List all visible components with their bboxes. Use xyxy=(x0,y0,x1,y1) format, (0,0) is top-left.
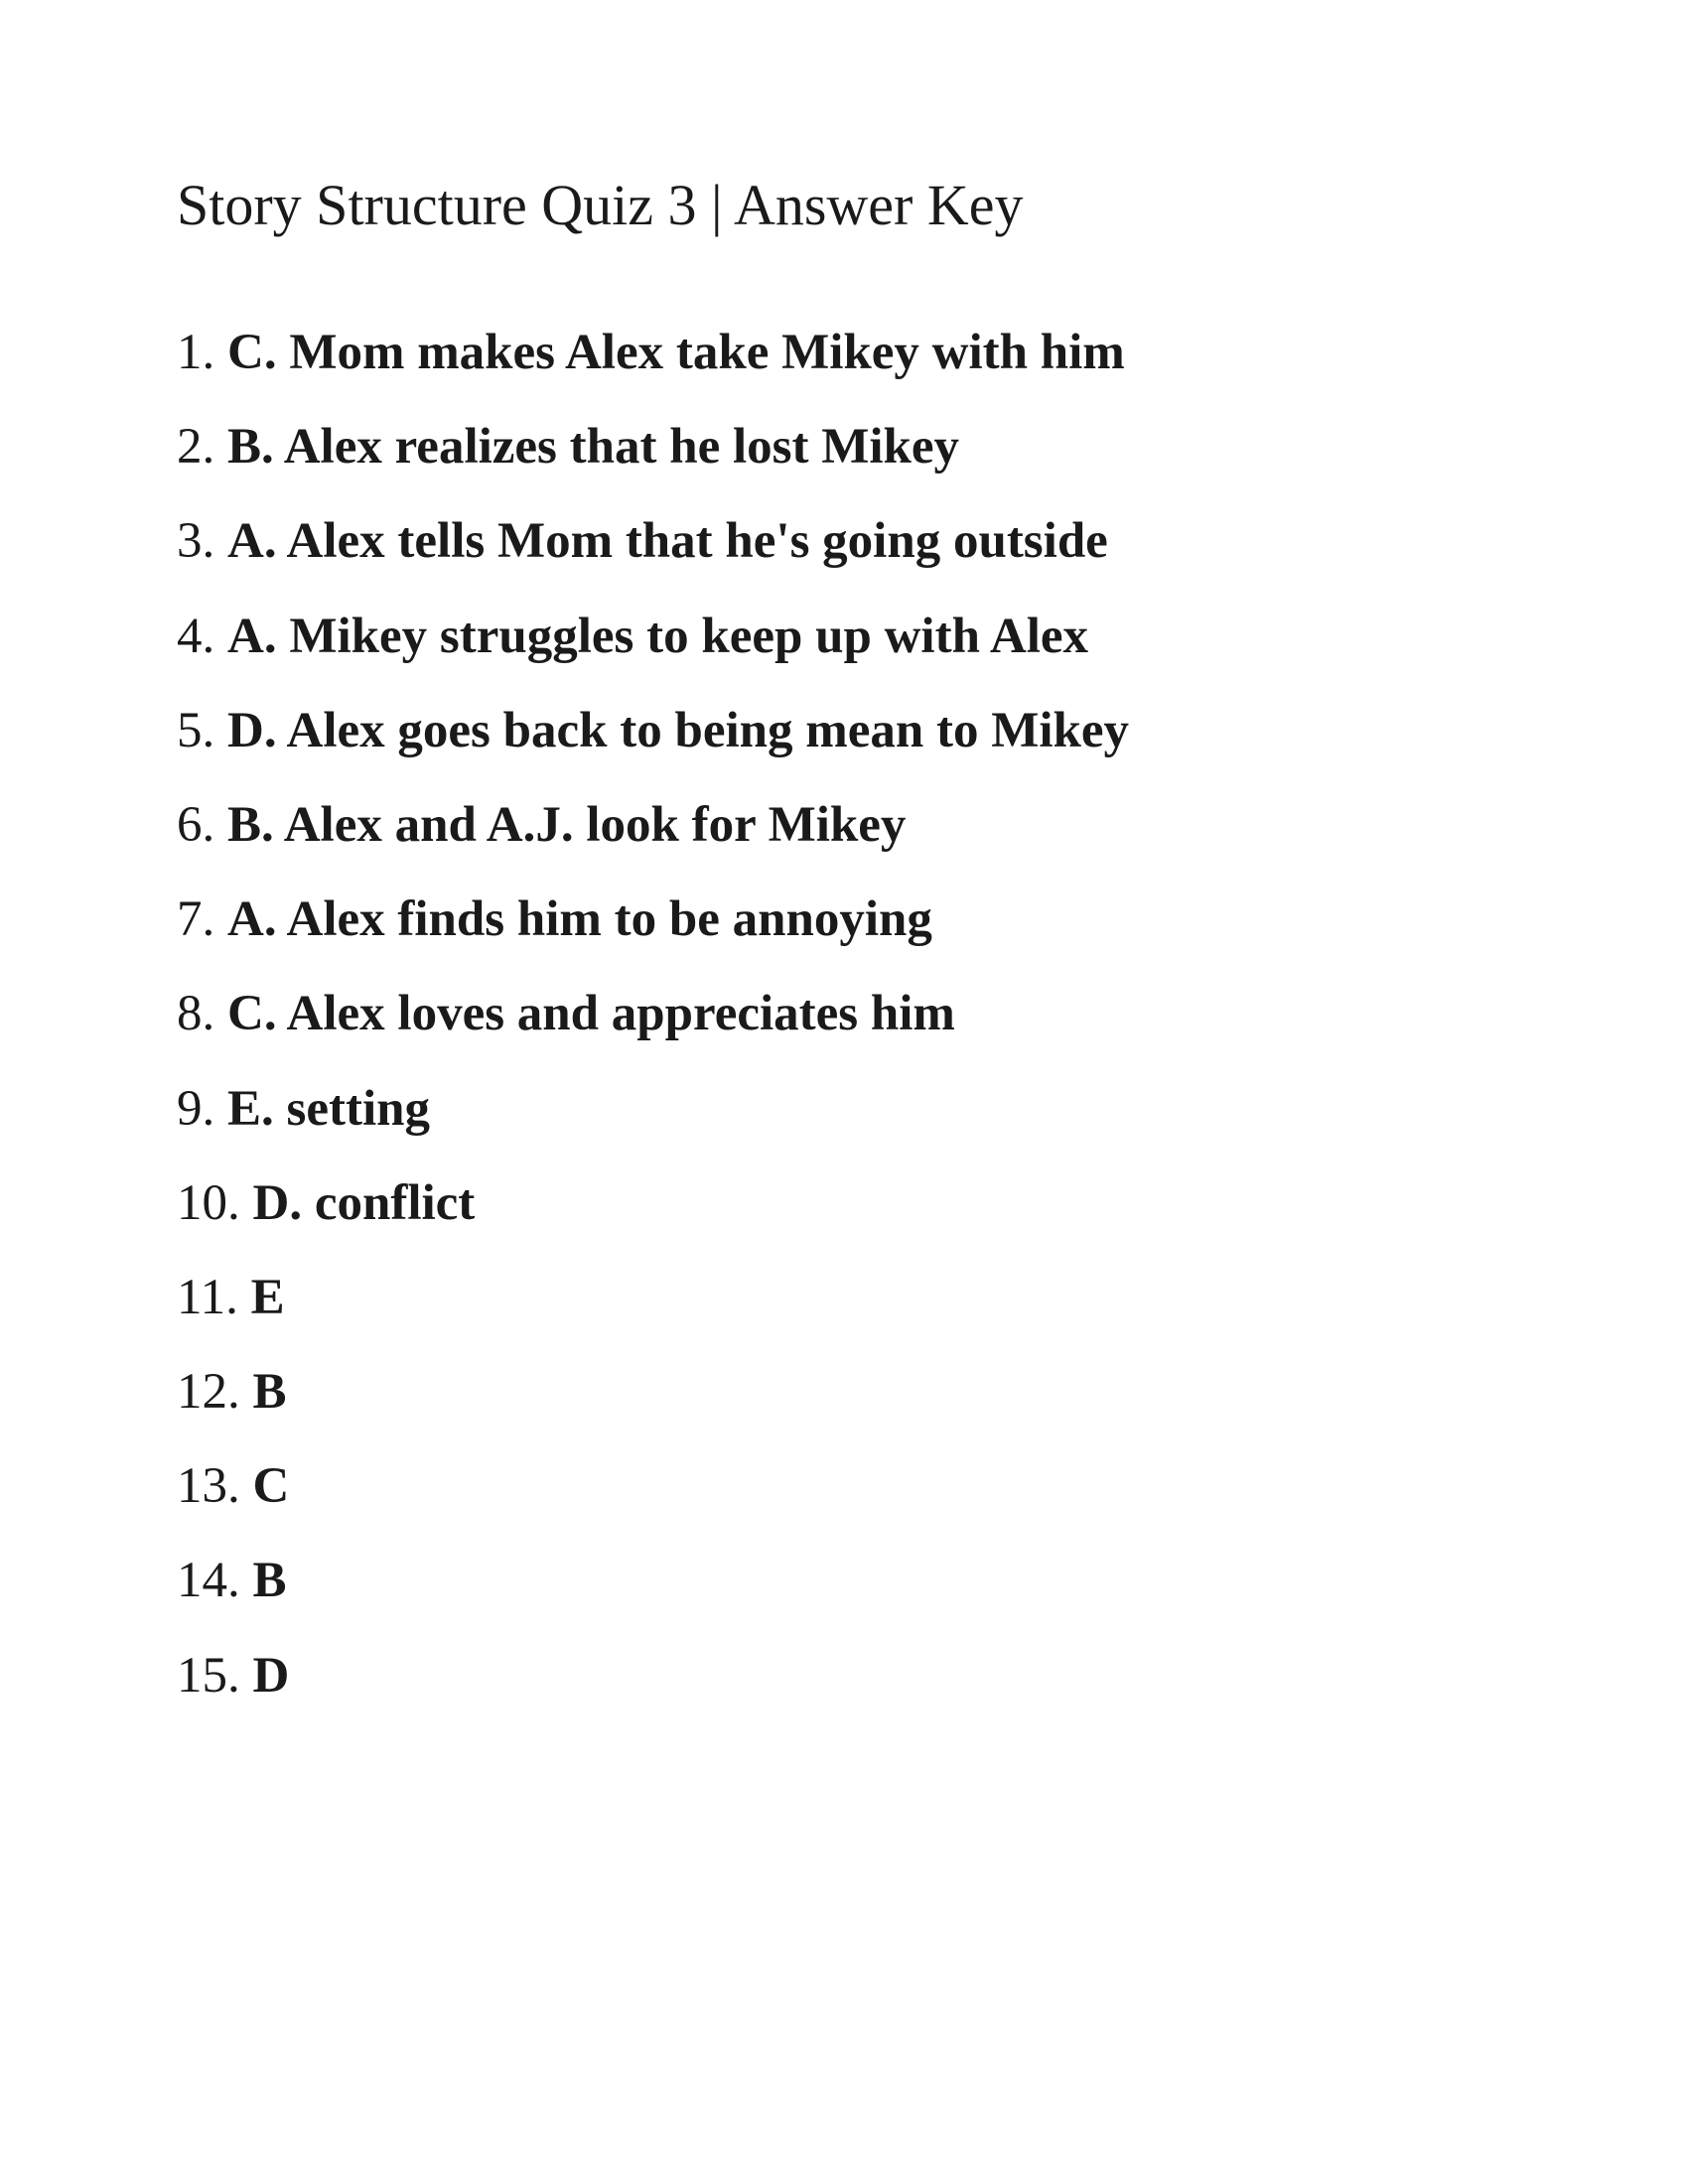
answer-text: E xyxy=(250,1269,285,1325)
answer-number: 8. xyxy=(177,986,215,1042)
answer-item-3 xyxy=(177,513,1129,611)
answer-item-11 xyxy=(177,1269,1129,1367)
answer-text: A. Mikey struggles to keep up with Alex xyxy=(227,608,1088,664)
answer-number: 12. xyxy=(177,1364,240,1421)
answer-text: B. Alex realizes that he lost Mikey xyxy=(227,419,960,476)
answer-text: D. Alex goes back to being mean to Mikey xyxy=(227,702,1130,758)
answer-text: C xyxy=(252,1458,290,1515)
answer-list xyxy=(177,325,1130,1745)
answer-text: C. Mom makes Alex take Mikey with him xyxy=(227,325,1125,380)
answer-number: 7. xyxy=(177,891,215,948)
answer-item-10 xyxy=(177,1174,1129,1273)
answer-text: E. setting xyxy=(227,1080,430,1137)
answer-number: 13. xyxy=(177,1458,240,1515)
answer-text: B xyxy=(252,1553,287,1609)
answer-number: 1. xyxy=(177,325,215,380)
answer-item-9 xyxy=(177,1080,1129,1178)
answer-number: 10. xyxy=(177,1174,240,1231)
answer-item-1 xyxy=(177,325,1129,422)
answer-text: B xyxy=(252,1364,287,1421)
answer-item-7 xyxy=(177,891,1129,989)
answer-text: D xyxy=(252,1647,290,1704)
answer-item-5 xyxy=(177,702,1130,800)
page-title: Story Structure Quiz 3 | Answer Key xyxy=(177,173,1024,237)
answer-number: 3. xyxy=(177,513,215,570)
answer-item-8 xyxy=(177,986,1129,1083)
answer-item-15 xyxy=(177,1647,1129,1745)
answer-text: B. Alex and A.J. look for Mikey xyxy=(227,796,907,853)
answer-item-2 xyxy=(177,419,1129,516)
answer-number: 2. xyxy=(177,419,215,476)
answer-item-13 xyxy=(177,1458,1129,1556)
answer-number: 4. xyxy=(177,608,215,664)
answer-number: 5. xyxy=(177,702,215,758)
answer-number: 11. xyxy=(177,1269,238,1325)
answer-item-4 xyxy=(177,608,1129,706)
answer-item-14 xyxy=(177,1553,1129,1650)
answer-number: 9. xyxy=(177,1080,215,1137)
answer-item-12 xyxy=(177,1364,1129,1461)
answer-text: A. Alex tells Mom that he's going outside xyxy=(227,513,1108,570)
answer-number: 14. xyxy=(177,1553,240,1609)
answer-text: C. Alex loves and appreciates him xyxy=(227,986,955,1042)
answer-number: 15. xyxy=(177,1647,240,1704)
answer-text: A. Alex finds him to be annoying xyxy=(227,891,932,948)
answer-item-6 xyxy=(177,796,1129,894)
answer-number: 6. xyxy=(177,796,215,853)
answer-text: D. conflict xyxy=(252,1174,476,1231)
